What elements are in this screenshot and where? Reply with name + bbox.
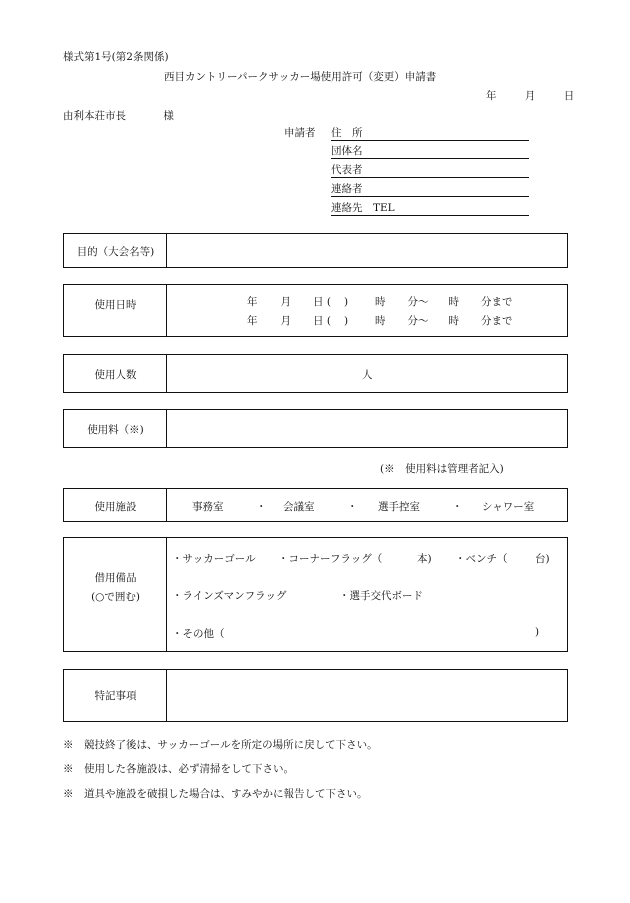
facility-separator: ・ [256, 501, 267, 513]
remarks-input[interactable] [167, 670, 567, 721]
facility-shower-room[interactable]: シャワー室 [482, 501, 535, 513]
recipient-name: 由利本荘市長 [63, 110, 126, 122]
fee-input[interactable] [167, 410, 567, 447]
equipment-soccer-goal[interactable]: ・サッカーゴール [172, 553, 256, 565]
remarks-row [63, 669, 568, 722]
equipment-bench-unit: 台) [535, 553, 550, 565]
people-row [63, 354, 568, 393]
dt-min-end: 分まで [481, 315, 513, 327]
row-divider [166, 285, 167, 336]
dt-min-start: 分～ [407, 315, 429, 327]
equipment-row [63, 537, 568, 652]
applicant-phone-field[interactable] [331, 200, 529, 216]
date-line [486, 88, 574, 103]
field-label: 連絡者 [331, 183, 363, 195]
dt-day: 日 ( [313, 315, 331, 327]
dt-paren: ) [343, 315, 349, 327]
field-label: 団体名 [331, 145, 363, 157]
row-divider [166, 538, 167, 651]
fee-label: 使用料（※) [87, 424, 144, 436]
field-label: 住 所 [331, 127, 363, 139]
recipient-honorific: 様 [163, 110, 174, 122]
datetime-label: 使用日時 [94, 299, 137, 311]
dt-hour-start: 時 [375, 296, 386, 308]
note-item: ※ 使用した各施設は、必ず清掃をして下さい。 [63, 763, 294, 775]
dt-min-end: 分まで [481, 296, 513, 308]
facility-locker-room[interactable]: 選手控室 [378, 501, 420, 513]
dt-hour-end: 時 [448, 315, 460, 327]
facility-office[interactable]: 事務室 [192, 501, 224, 513]
fee-row [63, 409, 568, 448]
purpose-row [63, 233, 568, 268]
datetime-line-1[interactable] [247, 294, 513, 309]
dt-min-start: 分～ [407, 296, 429, 308]
date-day: 日 [563, 90, 575, 102]
applicant-contact-person-field[interactable] [331, 181, 529, 197]
equipment-bench[interactable]: ・ベンチ（ [455, 553, 508, 565]
equipment-corner-flag-unit: 本) [417, 553, 432, 565]
dt-year: 年 [247, 315, 258, 327]
applicant-address-field[interactable] [331, 125, 529, 141]
form-number: 様式第1号(第2条関係) [63, 51, 169, 63]
facilities-row [63, 488, 568, 522]
dt-month: 月 [280, 296, 291, 308]
applicant-group-field[interactable] [331, 143, 529, 159]
equipment-label-sub: (○で囲む) [91, 591, 140, 603]
equipment-other[interactable]: ・その他（ [172, 628, 225, 640]
field-label: 連絡先 TEL [331, 202, 395, 214]
equipment-corner-flag[interactable]: ・コーナーフラッグ（ [278, 553, 383, 565]
equipment-linesman-flag[interactable]: ・ラインズマンフラッグ [172, 590, 287, 602]
people-input[interactable] [167, 355, 357, 392]
equipment-other-close: ) [535, 626, 540, 638]
datetime-line-2[interactable] [247, 313, 513, 328]
facility-separator: ・ [452, 501, 463, 513]
date-month: 月 [524, 90, 536, 102]
dt-hour-end: 時 [448, 296, 460, 308]
people-unit: 人 [362, 369, 373, 381]
recipient-line [63, 108, 174, 123]
fee-note: (※ 使用料は管理者記入) [380, 463, 504, 475]
row-divider [166, 489, 167, 521]
dt-year: 年 [247, 296, 258, 308]
dt-hour-start: 時 [375, 315, 386, 327]
field-label: 代表者 [331, 164, 363, 176]
dt-month: 月 [280, 315, 291, 327]
facility-separator: ・ [347, 501, 358, 513]
note-item: ※ 道具や施設を破損した場合は、すみやかに報告して下さい。 [63, 788, 368, 800]
facilities-label: 使用施設 [94, 501, 137, 513]
remarks-label: 特記事項 [94, 690, 137, 702]
form-title: 西目カントリーパークサッカー場使用許可（変更）申請書 [164, 71, 437, 83]
dt-day: 日 ( [313, 296, 331, 308]
applicant-label: 申請者 [284, 127, 316, 139]
facility-meeting-room[interactable]: 会議室 [283, 501, 315, 513]
equipment-substitution-board[interactable]: ・選手交代ボード [339, 590, 423, 602]
people-label: 使用人数 [94, 369, 137, 381]
purpose-label: 目的（大会名等) [76, 246, 155, 258]
note-item: ※ 競技終了後は、サッカーゴールを所定の場所に戻して下さい。 [63, 739, 378, 751]
applicant-representative-field[interactable] [331, 162, 529, 178]
datetime-row [63, 284, 568, 337]
purpose-input[interactable] [167, 234, 567, 267]
equipment-label: 借用備品 [94, 572, 137, 584]
dt-paren: ) [343, 296, 349, 308]
date-year: 年 [486, 90, 497, 102]
